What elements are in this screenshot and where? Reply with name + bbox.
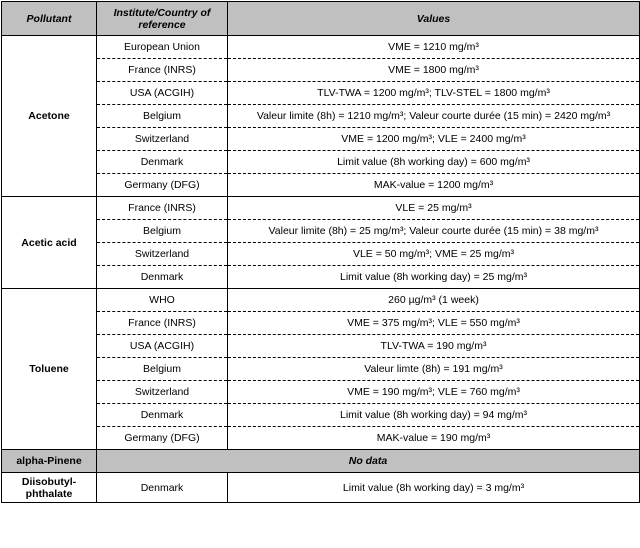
value-cell: 260 µg/m³ (1 week) <box>228 289 640 312</box>
institute-cell: Switzerland <box>97 381 228 404</box>
institute-cell: Belgium <box>97 220 228 243</box>
value-cell: MAK-value = 190 mg/m³ <box>228 427 640 450</box>
institute-cell: France (INRS) <box>97 312 228 335</box>
header-institute: Institute/Country of reference <box>97 2 228 36</box>
institute-cell: Switzerland <box>97 243 228 266</box>
table-row <box>2 473 640 503</box>
value-cell: VME = 1210 mg/m³ <box>228 36 640 59</box>
pollutant-cell: Acetone <box>2 36 97 197</box>
table-row <box>2 266 640 289</box>
institute-cell: Switzerland <box>97 128 228 151</box>
value-cell: VLE = 25 mg/m³ <box>228 197 640 220</box>
table-row <box>2 105 640 128</box>
institute-cell: USA (ACGIH) <box>97 335 228 358</box>
value-cell: Valeur limite (8h) = 1210 mg/m³; Valeur courte durée (15 min) = 2420 mg/m³ <box>228 105 640 128</box>
pollutant-cell: Acetic acid <box>2 197 97 289</box>
table-row <box>2 450 640 473</box>
table-row <box>2 381 640 404</box>
institute-cell: Denmark <box>97 404 228 427</box>
table-row <box>2 59 640 82</box>
institute-cell: Belgium <box>97 105 228 128</box>
value-cell: TLV-TWA = 190 mg/m³ <box>228 335 640 358</box>
value-cell: VME = 1800 mg/m³ <box>228 59 640 82</box>
table-row <box>2 404 640 427</box>
institute-cell: European Union <box>97 36 228 59</box>
table-row <box>2 197 640 220</box>
value-cell: VME = 375 mg/m³; VLE = 550 mg/m³ <box>228 312 640 335</box>
header-pollutant: Pollutant <box>2 2 97 36</box>
table-row <box>2 36 640 59</box>
table-row <box>2 289 640 312</box>
value-cell: Limit value (8h working day) = 94 mg/m³ <box>228 404 640 427</box>
institute-cell: France (INRS) <box>97 59 228 82</box>
value-cell: VME = 1200 mg/m³; VLE = 2400 mg/m³ <box>228 128 640 151</box>
table-row <box>2 243 640 266</box>
value-cell: VLE = 50 mg/m³; VME = 25 mg/m³ <box>228 243 640 266</box>
no-data-cell: No data <box>97 450 640 473</box>
table-row <box>2 220 640 243</box>
table-row <box>2 174 640 197</box>
header-row <box>2 2 640 36</box>
table-row <box>2 427 640 450</box>
institute-cell: Germany (DFG) <box>97 427 228 450</box>
exposure-limits-table <box>1 1 640 503</box>
table-row <box>2 358 640 381</box>
pollutant-cell: Toluene <box>2 289 97 450</box>
table-row <box>2 151 640 174</box>
table-row <box>2 335 640 358</box>
header-values: Values <box>228 2 640 36</box>
value-cell: TLV-TWA = 1200 mg/m³; TLV-STEL = 1800 mg/m³ <box>228 82 640 105</box>
pollutant-cell: alpha-Pinene <box>2 450 97 473</box>
institute-cell: USA (ACGIH) <box>97 82 228 105</box>
pollutant-cell: Diisobutyl-phthalate <box>2 473 97 503</box>
institute-cell: Denmark <box>97 266 228 289</box>
institute-cell: France (INRS) <box>97 197 228 220</box>
institute-cell: Germany (DFG) <box>97 174 228 197</box>
value-cell: Limit value (8h working day) = 3 mg/m³ <box>228 473 640 503</box>
value-cell: Valeur limite (8h) = 25 mg/m³; Valeur courte durée (15 min) = 38 mg/m³ <box>228 220 640 243</box>
value-cell: Valeur limte (8h) = 191 mg/m³ <box>228 358 640 381</box>
institute-cell: Denmark <box>97 151 228 174</box>
institute-cell: WHO <box>97 289 228 312</box>
table-row <box>2 82 640 105</box>
value-cell: Limit value (8h working day) = 600 mg/m³ <box>228 151 640 174</box>
value-cell: VME = 190 mg/m³; VLE = 760 mg/m³ <box>228 381 640 404</box>
institute-cell: Belgium <box>97 358 228 381</box>
value-cell: Limit value (8h working day) = 25 mg/m³ <box>228 266 640 289</box>
institute-cell: Denmark <box>97 473 228 503</box>
value-cell: MAK-value = 1200 mg/m³ <box>228 174 640 197</box>
table-row <box>2 312 640 335</box>
table-row <box>2 128 640 151</box>
